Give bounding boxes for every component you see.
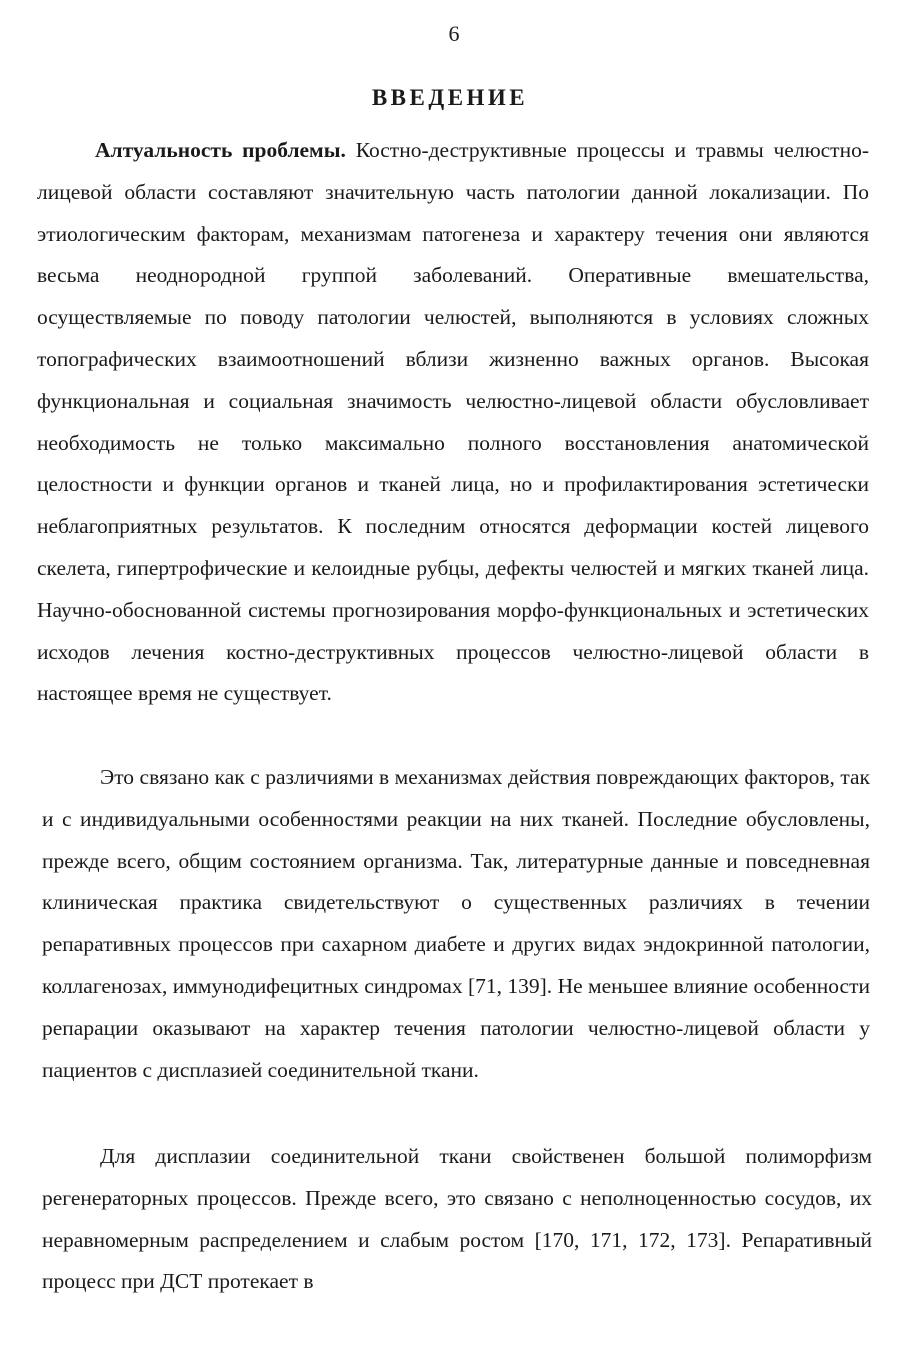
paragraph-lead: Алтуальность проблемы.: [95, 138, 346, 162]
paragraph-causes: [42, 757, 870, 1091]
paragraph-dysplasia: [42, 1136, 872, 1303]
page-number: 6: [448, 21, 460, 46]
paragraph-text: Это связано как с различиями в механизмах действия повреждающих факторов, так и с индивидуальными особенностями реакции на них тканей. Последние обусловлены, прежде всего, общим состоянием организма. Так, литературные данные и повседневная клиническая практика свидетельствуют о существенных различиях в течении репаративных процессов при сахарном диабете и других видах эндокринной патологии, коллагенозах, иммунодифецитных синдромах [71, 139]. Не меньшее влияние особенности репарации оказывают на характер течения патологии челюстно-лицевой области у пациентов с дисплазией соединительной ткани.: [42, 765, 870, 1082]
paragraph-text: Костно-деструктивные процессы и травмы челюстно-лицевой области составляют значительную часть патологии данной локализации. По этиологическим факторам, механизмам патогенеза и характеру течения они являются весьма неоднородной группой заболеваний. Оперативные вмешательства, осуществляемые по поводу патологии челюстей, выполняются в условиях сложных топографических взаимоотношений вблизи жизненно важных органов. Высокая функциональная и социальная значимость челюстно-лицевой области обусловливает необходимость не только максимально полного восстановления анатомической целостности и функции органов и тканей лица, но и профилактирования эстетически неблагоприятных результатов. К последним относятся деформации костей лицевого скелета, гипертрофические и келоидные рубцы, дефекты челюстей и мягких тканей лица. Научно-обоснованной системы прогнозирования морфо-функциональных и эстетических исходов лечения костно-деструктивных процессов челюстно-лицевой области в настоящее время не существует.: [37, 138, 869, 706]
paragraph-text: Для дисплазии соединительной ткани свойственен большой полиморфизм регенераторных процессов. Прежде всего, это связано с неполноценностью сосудов, их неравномерным распределением и слабым ростом [170, 171, 172, 173]. Репаративный процесс при ДСТ протекает в: [42, 1144, 872, 1294]
paragraph-relevance: [37, 130, 869, 715]
page-title: ВВЕДЕНИЕ: [371, 85, 529, 110]
